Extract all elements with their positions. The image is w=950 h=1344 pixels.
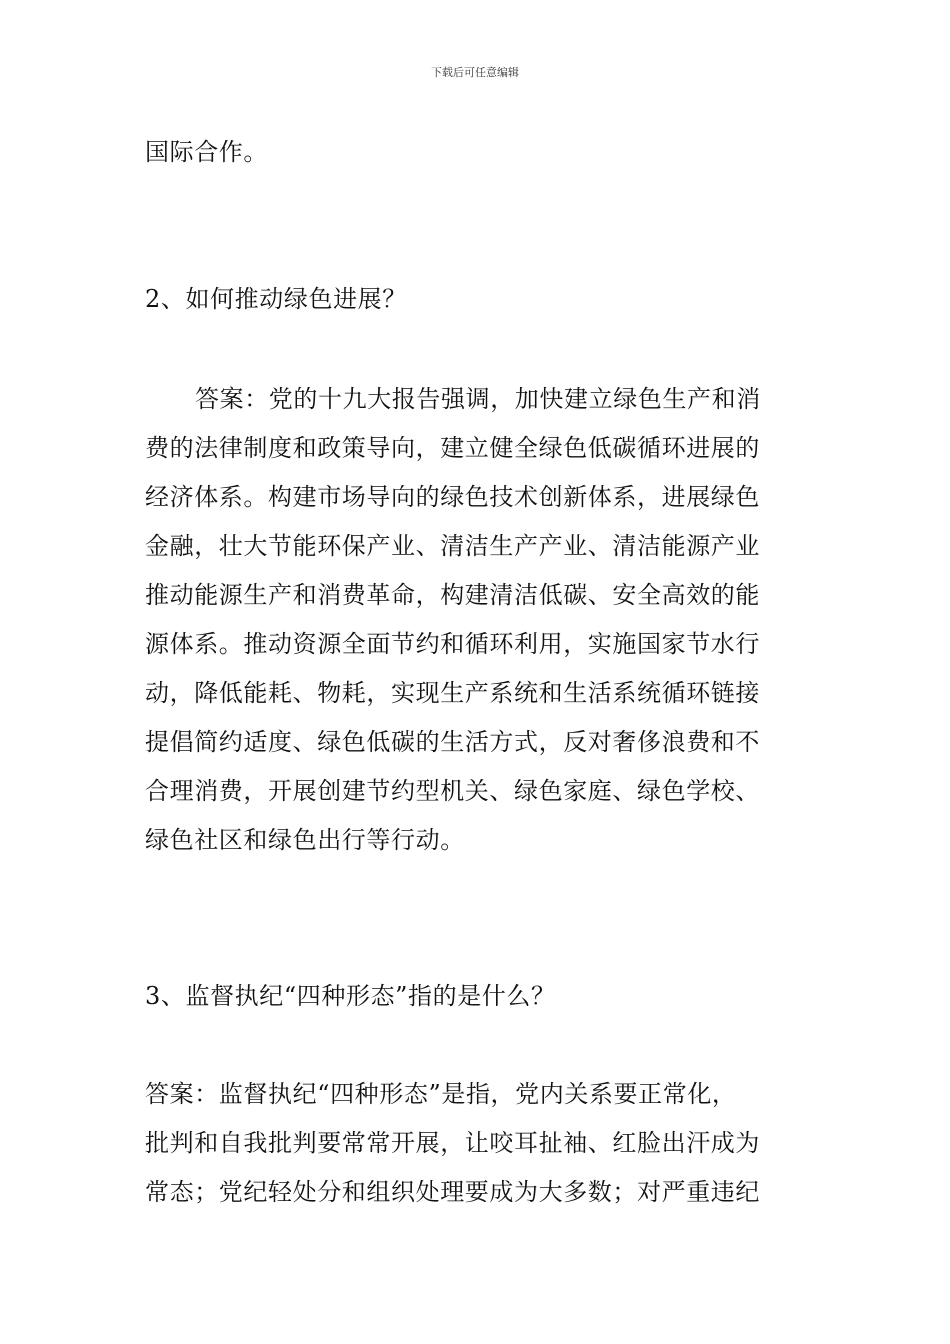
page-header-note: 下载后可任意编辑 xyxy=(431,66,519,79)
answer-2-line: 提倡简约适度、绿色低碳的生活方式，反对奢侈浪费和不 xyxy=(145,728,760,756)
intro-tail-paragraph xyxy=(145,128,810,177)
question-2-heading xyxy=(145,275,810,324)
question-3-heading xyxy=(145,972,810,1021)
answer-2-line: 源体系。推动资源全面节约和循环利用，实施国家节水行 xyxy=(145,630,760,658)
answer-2-line: 动，降低能耗、物耗，实现生产系统和生活系统循环链接 xyxy=(145,679,760,707)
answer-2-line: 绿色社区和绿色出行等行动。 xyxy=(145,826,465,854)
question-3-text: 3、监督执纪“四种形态”指的是什么？ xyxy=(145,982,556,1010)
answer-3-line: 批判和自我批判要常常开展，让咬耳扯袖、红脸出汗成为 xyxy=(145,1129,760,1157)
answer-3-line: 常态；党纪轻处分和组织处理要成为大多数；对严重违纪 xyxy=(145,1178,760,1206)
question-2-text: 2、如何推动绿色进展？ xyxy=(145,285,407,313)
answer-3-line: 答案：监督执纪“四种形态”是指，党内关系要正常化， xyxy=(145,1080,737,1108)
answer-2-line: 经济体系。构建市场导向的绿色技术创新体系，进展绿色 xyxy=(145,483,760,511)
intro-tail-text: 国际合作。 xyxy=(145,138,268,166)
answer-3-paragraph xyxy=(145,1070,810,1217)
answer-2-line: 费的法律制度和政策导向，建立健全绿色低碳循环进展的 xyxy=(145,434,760,462)
answer-2-paragraph xyxy=(145,375,810,865)
answer-2-line: 答案：党的十九大报告强调，加快建立绿色生产和消 xyxy=(195,385,761,413)
answer-2-line: 合理消费，开展创建节约型机关、绿色家庭、绿色学校、 xyxy=(145,777,760,805)
answer-2-line: 金融，壮大节能环保产业、清洁生产产业、清洁能源产业 xyxy=(145,532,760,560)
answer-2-line: 推动能源生产和消费革命，构建清洁低碳、安全高效的能 xyxy=(145,581,760,609)
